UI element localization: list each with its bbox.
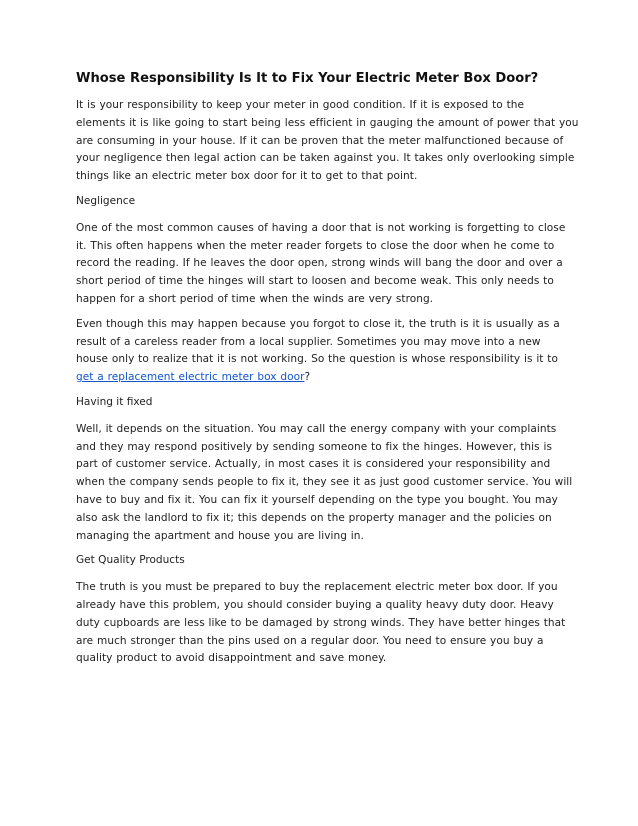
paragraph-line: Even though this may happen because you forgot to close it, the truth is it is usually as a <box>76 317 560 330</box>
paragraph-line: result of a careless reader from a local supplier. Sometimes you may move into a new <box>76 335 541 348</box>
paragraph-line: are consuming in your house. If it can be proven that the meter malfunctioned because of <box>76 134 564 147</box>
paragraph-line: elements it is like going to start being less efficient in gauging the amount of power that you <box>76 116 579 129</box>
paragraph-line: are much stronger than the pins used on a regular door. You need to ensure you buy a <box>76 634 544 647</box>
paragraph-line: happen for a short period of time when the winds are very strong. <box>76 292 434 305</box>
paragraph-line: managing the apartment and house you are living in. <box>76 529 364 542</box>
paragraph-line: and they may respond positively by sending someone to fix the hinges. However, this is <box>76 440 553 453</box>
paragraph-line: It is your responsibility to keep your meter in good condition. If it is exposed to the <box>76 99 525 111</box>
paragraph-line: have to buy and fix it. You can fix it yourself depending on the type you bought. You may <box>76 493 558 506</box>
paragraph-line: short period of time the hinges will start to loosen and become weak. This only needs to <box>76 275 554 288</box>
section-heading-negligence: Negligence <box>76 194 136 207</box>
paragraph-line: house only to realize that it is not working. So the question is whose responsibility is it to <box>76 353 558 366</box>
paragraph-line: when the company sends people to fix it, they see it as just good customer service. You will <box>76 476 573 489</box>
link-suffix: ? <box>304 371 311 384</box>
paragraph-line: things like an electric meter box door for it to get to that point. <box>76 170 418 183</box>
fixed-paragraph <box>76 421 573 546</box>
paragraph-line-with-link <box>76 369 546 387</box>
paragraph-line: duty cupboards are less like to be damaged by strong winds. They have better hinges that <box>76 616 566 629</box>
negligence-paragraph-2 <box>76 316 560 387</box>
section-heading-quality: Get Quality Products <box>76 554 185 567</box>
paragraph-line: also ask the landlord to fix it; this depends on the property manager and the policies on <box>76 511 552 524</box>
paragraph-line: it. This often happens when the meter reader forgets to close the door when he come to <box>76 239 555 252</box>
section-heading-fixed: Having it fixed <box>76 395 153 408</box>
paragraph-line: Well, it depends on the situation. You may call the energy company with your complaints <box>76 422 557 435</box>
paragraph-line: One of the most common causes of having a door that is not working is forgetting to close <box>76 221 566 234</box>
paragraph-line: record the reading. If he leaves the door open, strong winds will bang the door and over a <box>76 257 563 270</box>
intro-paragraph <box>76 97 579 186</box>
paragraph-line: The truth is you must be prepared to buy the replacement electric meter box door. If you <box>76 581 558 594</box>
document-page <box>76 70 579 675</box>
paragraph-line: part of customer service. Actually, in most cases it is considered your responsibility and <box>76 458 551 471</box>
negligence-paragraph-1 <box>76 220 566 309</box>
paragraph-line: already have this problem, you should consider buying a quality heavy duty door. Heavy <box>76 598 554 611</box>
article-title: Whose Responsibility Is It to Fix Your Electric Meter Box Door? <box>76 71 539 86</box>
paragraph-line: your negligence then legal action can be taken against you. It takes only overlooking simple <box>76 152 575 165</box>
quality-paragraph <box>76 579 566 668</box>
replacement-door-link[interactable]: get a replacement electric meter box door <box>76 371 305 384</box>
paragraph-line: quality product to avoid disappointment and save money. <box>76 652 387 665</box>
